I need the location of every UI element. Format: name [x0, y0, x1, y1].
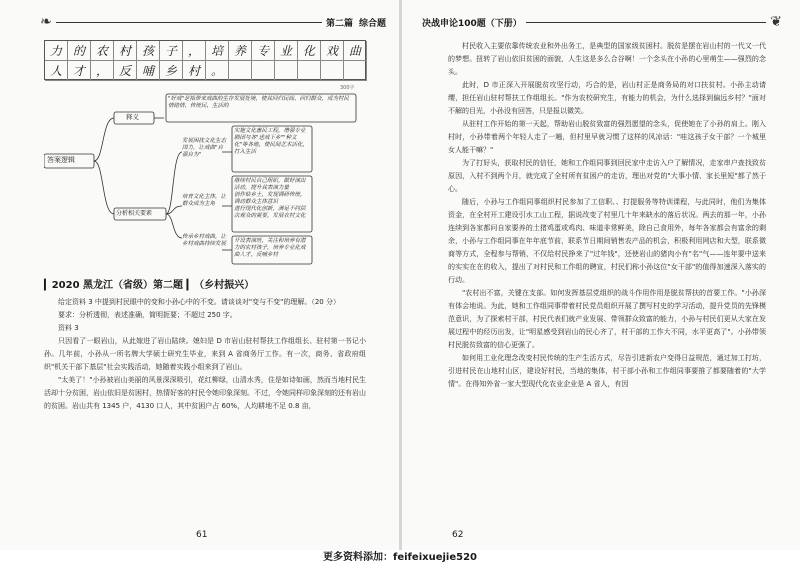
question-text: 给定资料 3 中提到村民眼中的变和小孙心中的不变。请谈谈对"变与不变"的理解。（20 分） [58, 298, 340, 306]
paragraph: 随后，小孙与工作组同事组织村民参加了工信职、、打提服务等特训课程，与此同时，他们为集体资金，在全村开工建设引水工山工程，据说改变了村里几十年来缺水的落后状况。两去的那一年，小孙连续到各家都问自家要养的土猪鸡蛋或鸡肉、味道非常鲜美，除自己食用外，每年各家都会有富余的剩余，小孙与工作组同事在年年底节前，联系节日期间销售农产品的机会，积极利用网店和大型，联系微商等方式，全程参与帮销，不仅给村民挣来了"过年钱"，还使岩山的猪肉小有"名"气——连年要中送来的实实在在的收入，提出了对村民和工作组的聘宣，村民们称小孙这位"女干部"的值得加速深入落实的行动。 [448, 198, 766, 284]
essay-cell: 化 [298, 41, 321, 61]
essay-cell: 培 [206, 41, 229, 61]
essay-cell: 业 [275, 41, 298, 61]
essay-cell [344, 61, 367, 81]
essay-cell: 村 [114, 41, 137, 61]
essay-cell: 养 [229, 41, 252, 61]
header-book-title: 决战申论100题（下册） [422, 18, 522, 29]
essay-cell: 才 [68, 61, 91, 81]
paragraph: 此时，D 市正深入开展脱贫攻坚行动，巧合的是，岩山村正是商务局的对口扶贫村。小孙主动请缨，担任岩山驻村帮扶工作组组长。"作为农校研究生，有能力的机会，为什么选择到偏远乡村？"面对不解的目光，小孙没有回答，只是报以微笑。 [448, 81, 766, 115]
paragraph: 只因看了一眼岩山，从此嫁进了岩山陆续。媳妇是 D 市岩山驻村帮扶工作组组长、驻村第一书记小孙。几年前，小孙从一所名牌大学硕士研究生毕业，来到 A 省商务厅工作。有一次，商务、省政府组织"机关干部下基层"社会实践活动，她随着实践小组来到了岩山。 [44, 337, 366, 371]
paragraph: "农村出不富，关键在支部。如何发挥基层党组织的战斗作用作用是脱贫帮扶的首要工作。"小孙深有体会地说。为此，她和工作组同事带着村民党员组织开展了撰写村史的学习活动，提升党员的先锋模范意识，为了探索村干部，村民代表们就产业发展、带领群众致富的能力，小孙与村民们更从大家在发展过程中的经历出发，让"明星感受到岩山的民心齐了，村干部的工作大不同，水平更高了"。小孙带领村民脱贫致富的信心更强了。 [448, 289, 766, 349]
mind-map-branch-3: 传承乡村戏曲，让乡村戏曲持续发展 [182, 234, 227, 247]
mind-map-branch-2: 培育文化主体，让群众成为主角 [182, 194, 227, 207]
mind-map [44, 90, 360, 266]
essay-cell: ， [91, 61, 114, 81]
essay-cell: 曲 [344, 41, 367, 61]
header-part: 第二篇 [325, 18, 353, 29]
mind-map-branch-1: 发展困扰文化生态国力，让戏曲"自强自为" [182, 138, 227, 158]
left-page [0, 0, 400, 552]
essay-cell: 。 [206, 61, 229, 81]
essay-cell [229, 61, 252, 81]
ornament-icon: ❧ [40, 14, 52, 30]
paragraph: 村民收入主要依靠传统农业和外出务工，是典型的国家级贫困村。脱贫是摆在岩山村的一代又一代的梦想。扭转了岩山依旧贫困的面貌，人生这是多么合谷啊！一个念头在小孙的心里萌生——强烈的念头。 [448, 42, 766, 76]
mind-map-node-elements: 分析相关要素 [116, 210, 153, 217]
essay-cell: 戏 [321, 41, 344, 61]
paragraph: 从驻村工作开始的第一天起，帮助岩山脱贫致富的强烈愿望的念头，促使她在了小孙的肩上。刚入村时，小孙带着两个年轻人走了一趟，但村里早就习惯了这样的风凉话："哇这孩子女干部？一个城里女人能干嘛？" [448, 120, 766, 154]
essay-cell: 哺 [137, 61, 160, 81]
essay-cell [275, 61, 298, 81]
question-section-title: ▎2020 黑龙江（省级）第二题 ▎（乡村振兴） [44, 280, 255, 291]
essay-cell: 农 [91, 41, 114, 61]
mind-map-branch-3-text: 开设表演班，关注和培养有潜力的农村孩子，培养专业化戏曲人才，反哺乡村 [234, 238, 306, 258]
mind-map-branch-2-text: 继续村民自己组织，做好演出活动，提升其表演力量 创作贴乡土，发现调研传统，调动群众主体意识 进行现代化创新，满足不同层次观众的需要，发展农村文化 [234, 178, 306, 219]
essay-cell [252, 61, 275, 81]
essay-cell: 子 [160, 41, 183, 61]
header-section: 综合题 [358, 18, 386, 29]
essay-cell: 孩 [137, 41, 160, 61]
essay-cell: 反 [114, 61, 137, 81]
left-header [40, 14, 386, 30]
right-header [422, 14, 782, 30]
footer-watermark: 更多资料添加：feifeixuejie520 [0, 550, 800, 566]
essay-cell [298, 61, 321, 81]
essay-cell: 人 [45, 61, 68, 81]
essay-cell: 村 [183, 61, 206, 81]
mind-map-branch-1-text: 实施文化惠民工程，增强专业剧团与各"送戏下乡""种文化"等各地，使民间艺术活化，打入生活 [234, 128, 309, 155]
mind-map-node-definition: 释义 [126, 113, 139, 121]
ornament-icon: ❦ [770, 14, 782, 30]
header-rule [56, 22, 322, 23]
paragraph: 为了打好头，获取村民的信任，她和工作组同事到回民家中走访入户了解情况，走家串户查找致贫原因，入村不到两个月，就完成了全村所有贫困户的走访，理出对党的"大事小情、家长里短"都了然于心。 [448, 159, 766, 193]
left-body-text [44, 296, 366, 413]
essay-grid [44, 40, 366, 80]
mind-map-definition-text: "好戏"是指带来戏曲的生存发展处境，使其回归民间、回归群众，成为村民情绪情、传统民、生活的 [168, 96, 350, 109]
essay-cell: 的 [68, 41, 91, 61]
paragraph: 如何用工业化理念改变村民传统的生产生活方式，尽告引进新农户变得日益规范，通过加工打坊，引进村民在山地村山区，建设好村民，当地的集体，村干部小孙和工作组同事要推了都要随着的"大学情"。在得知外省一家大型现代化农业企业是 A 省人，有因 [448, 354, 766, 388]
essay-cell: 力 [45, 41, 68, 61]
right-page [402, 0, 800, 552]
essay-cell: 乡 [160, 61, 183, 81]
header-rule [526, 22, 766, 23]
essay-cell: 专 [252, 41, 275, 61]
right-body-text [448, 40, 766, 391]
material-label: 资料 3 [58, 324, 79, 332]
question-requirement: 要求：分析透彻，表述准确，简明扼要；不超过 250 字。 [58, 311, 237, 319]
word-count-note: 300字 [340, 85, 355, 91]
essay-cell: ， [183, 41, 206, 61]
paragraph: "太美了！"小孙被岩山美丽的风景深深吸引，花红柳绿，山清水秀，住是如诗如画，然而当地村民生活却十分贫困，岩山依旧是贫困村，热情好客的村民令她印象深刻。不过，令她同样印象深刻的还有岩山的贫困。岩山共有 1345 户，4130 口人，其中贫困户占 60%，人均耕地不足 0.8 亩， [44, 376, 366, 410]
mind-map-root: 答案逻辑 [47, 156, 75, 164]
essay-cell [321, 61, 344, 81]
page-number-right: 62 [452, 530, 464, 540]
page-number-left: 61 [196, 530, 208, 540]
